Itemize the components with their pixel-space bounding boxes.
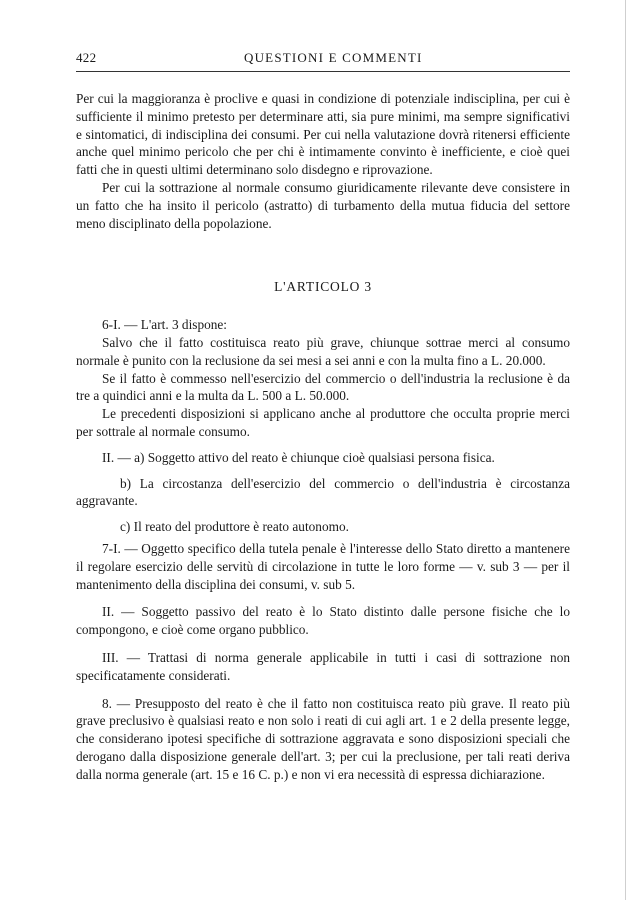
- point-ii-a: II. — a) Soggetto attivo del reato è chiunque cioè qualsiasi persona fisica.: [102, 449, 495, 465]
- page-header: [76, 50, 566, 68]
- paragraph-7-iii: III. — Trattasi di norma generale applicabile in tutti i casi di sottrazione non specificatamente considerati.: [76, 649, 570, 683]
- point-ii-c: c) Il reato del produttore è reato autonomo.: [120, 519, 349, 535]
- article-lead: 6-I. — L'art. 3 dispone:: [102, 317, 227, 333]
- paragraph-8: 8. — Presupposto del reato è che il fatto non costituisca reato più grave. Il reato più grave preclusivo è qualsiasi reato e non solo i reati di cui agli art. 1 e 2 della presente legge, che considerano ipotesi specifiche di sottrazione aggravata e sono disposizioni speciali che derogano dalla disposizione generale dell'art. 3; per cui la preclusione, per tali reati deriva dalla norma generale (art. 15 e 16 C. p.) e non vi era necessità di espressa dichiarazione.: [76, 695, 570, 782]
- header-rule: [76, 71, 570, 72]
- intro-paragraph-1: Per cui la maggioranza è proclive e quasi in condizione di potenziale indisciplina, per cui è sufficiente il minimo pretesto per determinare atti, sia pure minimi, ma sempre significativi e sintomatici, di indisciplina dei consumi. Per cui nella valutazione dovrà ritenersi efficiente anche quel minimo pericolo che per chi è intimamente convinto è inefficiente, e cioè quei fatti che in questi ultimi determinano solo disdegno e riprovazione.: [76, 91, 570, 178]
- section-title: L'ARTICOLO 3: [274, 279, 372, 295]
- article-text-2: Se il fatto è commesso nell'esercizio del commercio o dell'industria la reclusione è da tre a quindici anni e la multa da L. 500 a L. 50.000.: [76, 370, 570, 404]
- article-text-1: Salvo che il fatto costituisca reato più grave, chiunque sottrae merci al consumo normale è punito con la reclusione da sei mesi a sei anni e con la multa fino a L. 20.000.: [76, 334, 570, 368]
- article-text-3: Le precedenti disposizioni si applicano anche al produttore che occulta proprie merci per sottrale al normale consumo.: [76, 406, 570, 439]
- page-number: 422: [76, 50, 97, 65]
- body-text: [76, 90, 570, 784]
- page-fold-line: [625, 0, 626, 900]
- paragraph-7-ii: II. — Soggetto passivo del reato è lo Stato distinto dalle persone fisiche che lo compongono, e cioè come organo pubblico.: [76, 604, 570, 638]
- running-title: QUESTIONI E COMMENTI: [244, 50, 423, 65]
- intro-paragraph-2: Per cui la sottrazione al normale consumo giuridicamente rilevante deve consistere in un fatto che ha insito il pericolo (astratto) di turbamento della mutua fiducia del settore meno disciplinato della popolazione.: [76, 179, 570, 231]
- paragraph-7: 7-I. — Oggetto specifico della tutela penale è l'interesse dello Stato diretto a mantenere il regolare esercizio delle servitù di circolazione in tutte le loro forme — v. sub 3 — per il mantenimento della disciplina dei consumi, v. sub 5.: [76, 540, 570, 592]
- point-ii-b: b) La circostanza dell'esercizio del commercio o dell'industria è circostanza aggravante.: [76, 475, 570, 509]
